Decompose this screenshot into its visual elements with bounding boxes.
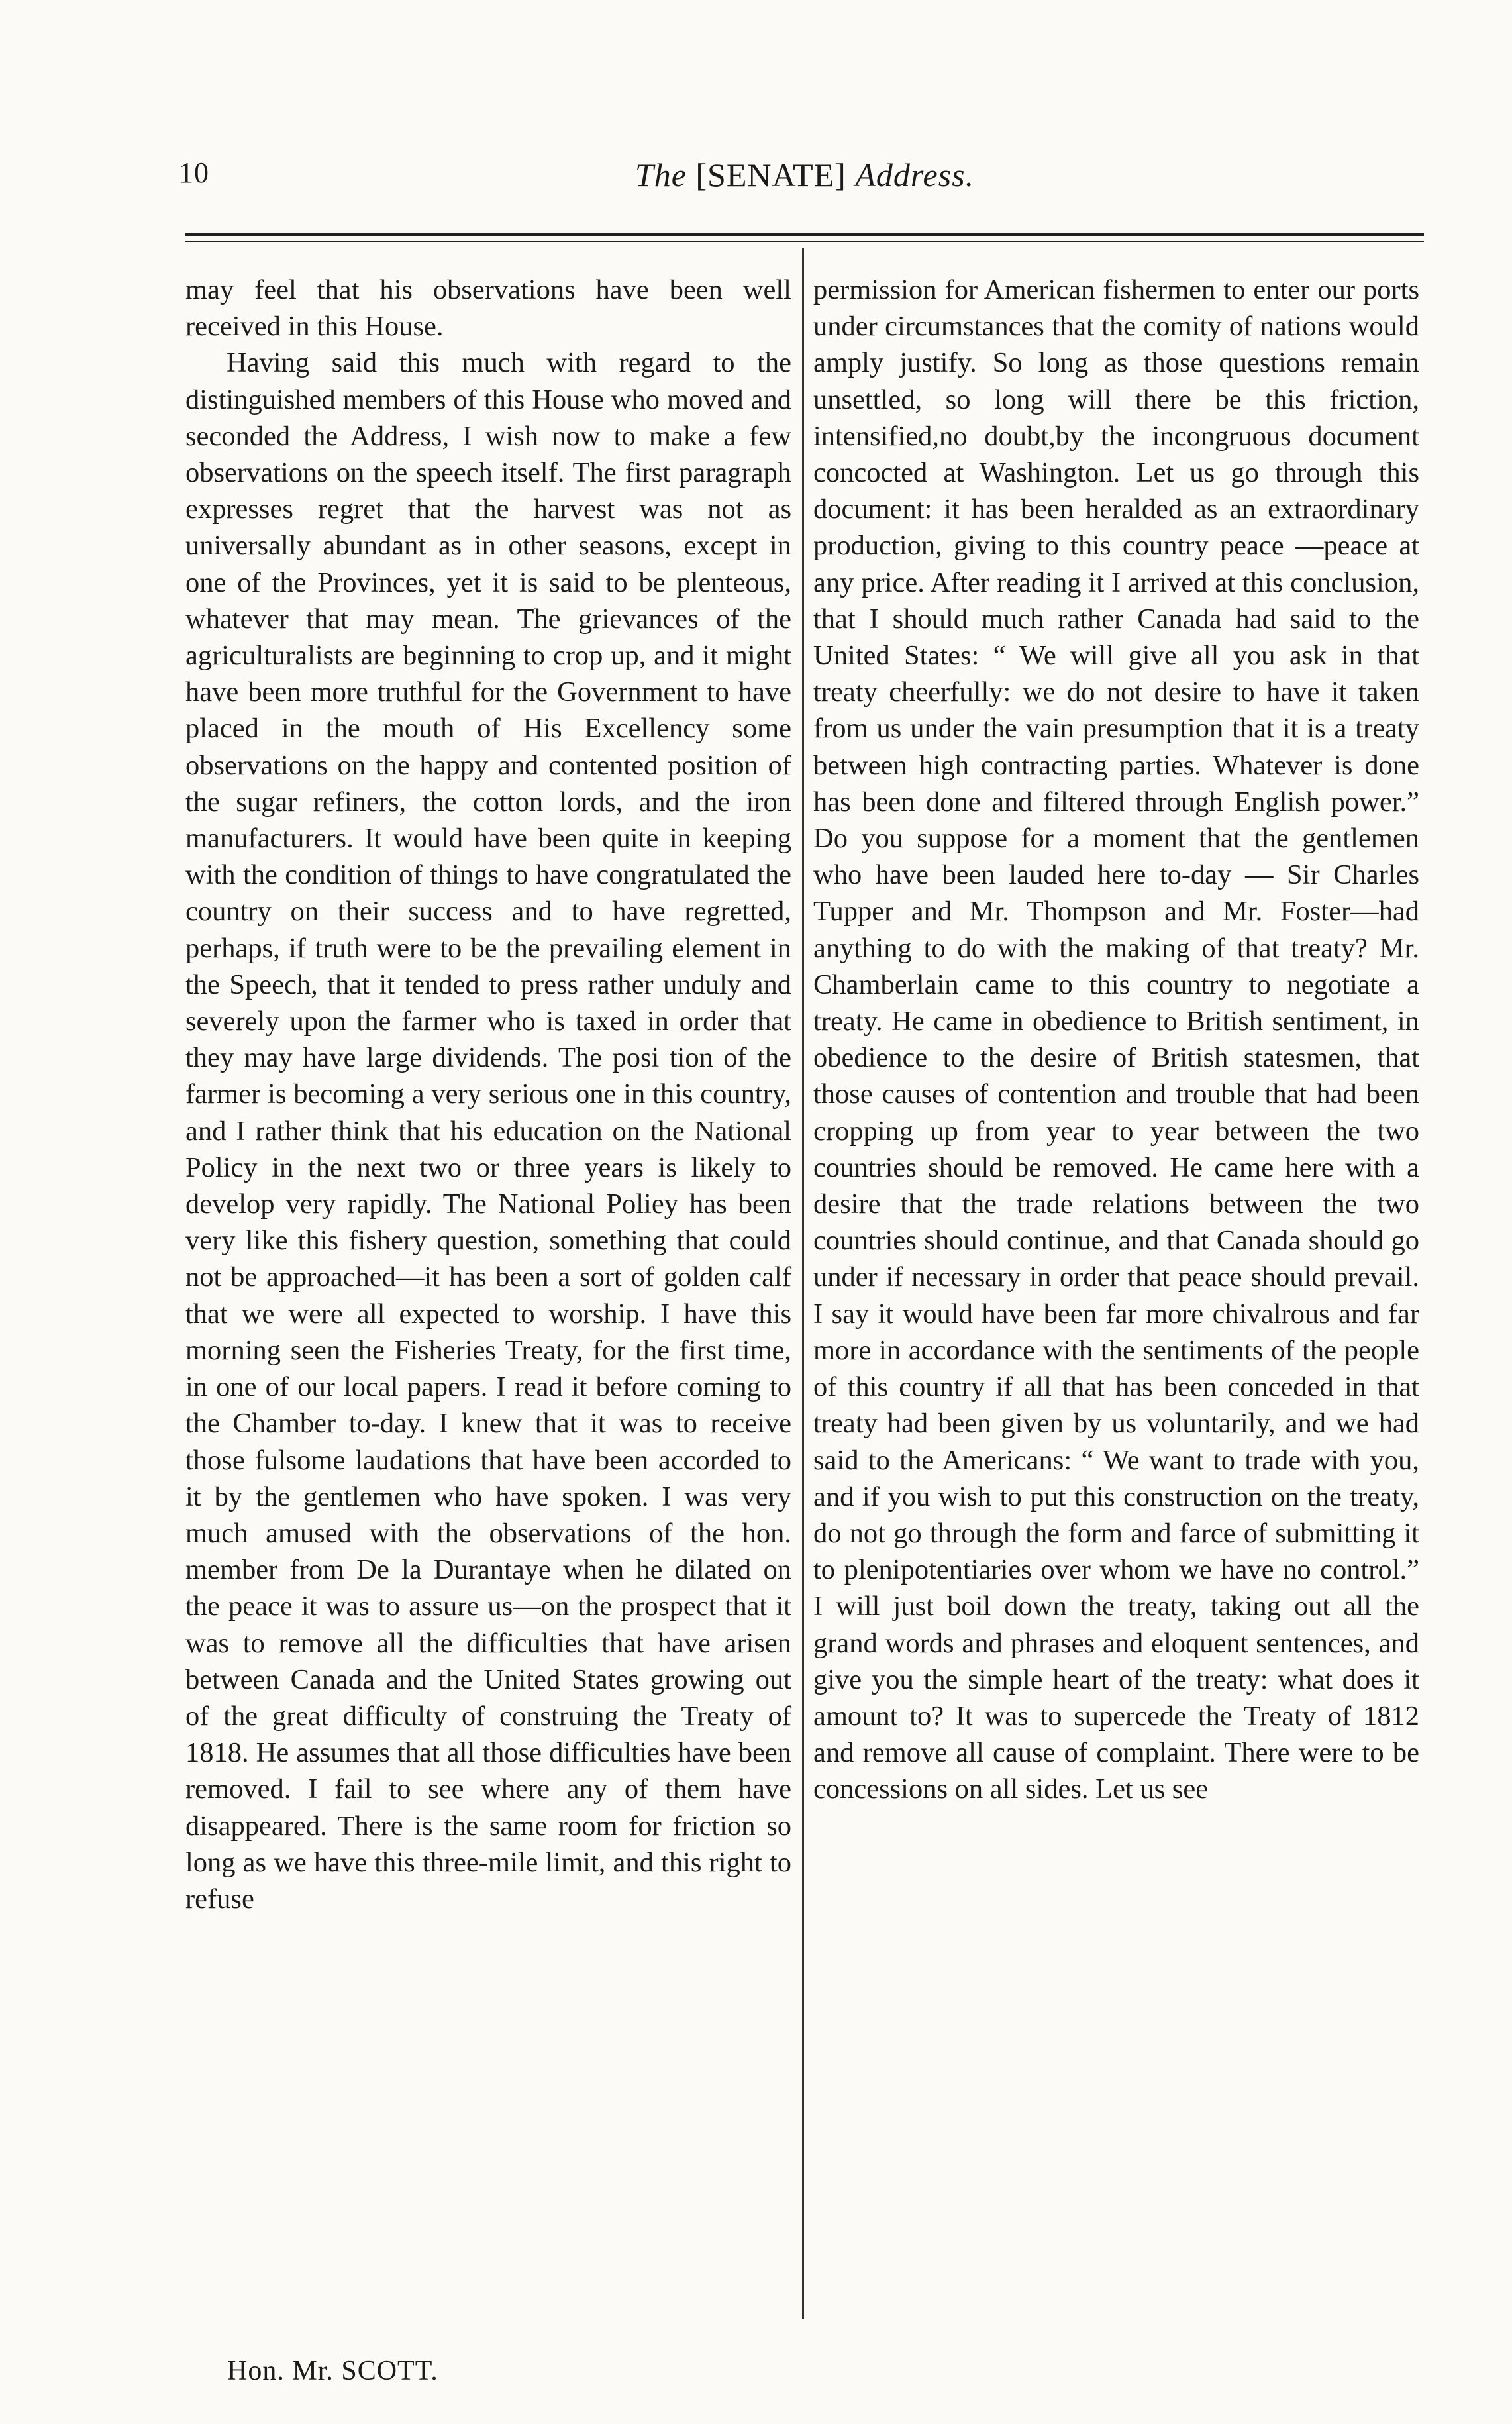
page-footer-speaker: Hon. Mr. SCOTT. — [227, 2356, 438, 2386]
column-divider — [802, 248, 804, 2319]
running-title-address: Address. — [855, 156, 975, 193]
left-paragraph-2: Having said this much with regard to the distinguished members of this House who moved and seconded the Address, I wish now to make a few observations on the speech itself. The first paragraph expresses regret that the harvest was not as universally abundant as in other seasons, except in one of the Provinces, yet it is said to be plenteous, whatever that may mean. The grievances of the agriculturalists are beginning to crop up, and it might have been more truthful for the Government to have placed in the mouth of His Excellency some observations on the happy and contented position of the sugar refiners, the cotton lords, and the iron manufacturers. It would have been quite in keeping with the condition of things to have congratulated the country on their success and to have regretted, perhaps, if truth were to be the prevailing element in the Speech, that it tended to press rather unduly and severely upon the farmer who is taxed in order that they may have large dividends. The posi tion of the farmer is becoming a very serious one in this country, and I rather think that his education on the National Policy in the next two or three years is likely to develop very rapidly. The National Poliey has been very like this fishery question, something that could not be approached—it has been a sort of golden calf that we were all expected to worship. I have this morning seen the Fisheries Treaty, for the first time, in one of our local papers. I read it before coming to the Chamber to-day. I knew that it was to receive those fulsome laudations that have been accorded to it by the gentlemen who have spoken. I was very much amused with the observations of the hon. member from De la Durantaye when he dilated on the peace it was to assure us—on the prospect that it was to remove all the difficulties that have arisen between Canada and the United States growing out of the great difficulty of construing the Treaty of 1818. He assumes that all those difficulties have been removed. I fail to see where any of them have disappeared. There is the same room for friction so long as we have this three-mile limit, and this right to refuse — [185, 347, 791, 1915]
header-rule-thin — [185, 241, 1424, 242]
left-paragraph-1: may feel that his observations have been well received in this House. — [185, 274, 791, 343]
right-paragraph-1: permission for American fishermen to enter our ports under circumstances that the comity of nations would amply justify. So long as those questions remain unsettled, so long will there be this friction, intensified,no doubt,by the incongruous document concocted at Washington. Let us go through this document: it has been heralded as an extraordinary production, giving to this country peace —peace at any price. After reading it I arrived at this conclusion, that I should much rather Canada had said to the United States: “ We will give all you ask in that treaty cheerfully: we do not desire to have it taken from us under the vain presumption that it is a treaty between high contracting parties. Whatever is done has been done and filtered through English power.” Do you suppose for a moment that the gentlemen who have been lauded here to-day — Sir Charles Tupper and Mr. Thompson and Mr. Foster—had anything to do with the making of that treaty? Mr. Chamberlain came to this country to negotiate a treaty. He came in obedience to British sentiment, in obedience to the desire of British statesmen, that those causes of contention and trouble that had been cropping up from year to year between the two countries should be removed. He came here with a desire that the trade relations between the two countries should continue, and that Canada should go under if necessary in order that peace should prevail. I say it would have been far more chivalrous and far more in accordance with the sentiments of the people of this country if all that has been conceded in that treaty had been given by us voluntarily, and we had said to the Americans: “ We want to trade with you, and if you wish to put this construction on the treaty, do not go through the form and farce of submitting it to plenipotentiaries over whom we have no control.” I will just boil down the treaty, taking out all the grand words and phrases and eloquent sentences, and give you the simple heart of the treaty: what does it amount to? It was to supercede the Treaty of 1812 and remove all cause of complaint. There were to be concessions on all sides. Let us see — [813, 274, 1419, 1805]
right-column — [813, 272, 1419, 1808]
running-title-the: The — [634, 156, 687, 193]
running-title — [179, 156, 1431, 194]
page-number: 10 — [179, 156, 209, 189]
left-column — [185, 272, 791, 1917]
header-rule-thick — [185, 233, 1424, 236]
running-title-senate: [SENATE] — [695, 156, 846, 193]
page-header — [179, 156, 1431, 209]
